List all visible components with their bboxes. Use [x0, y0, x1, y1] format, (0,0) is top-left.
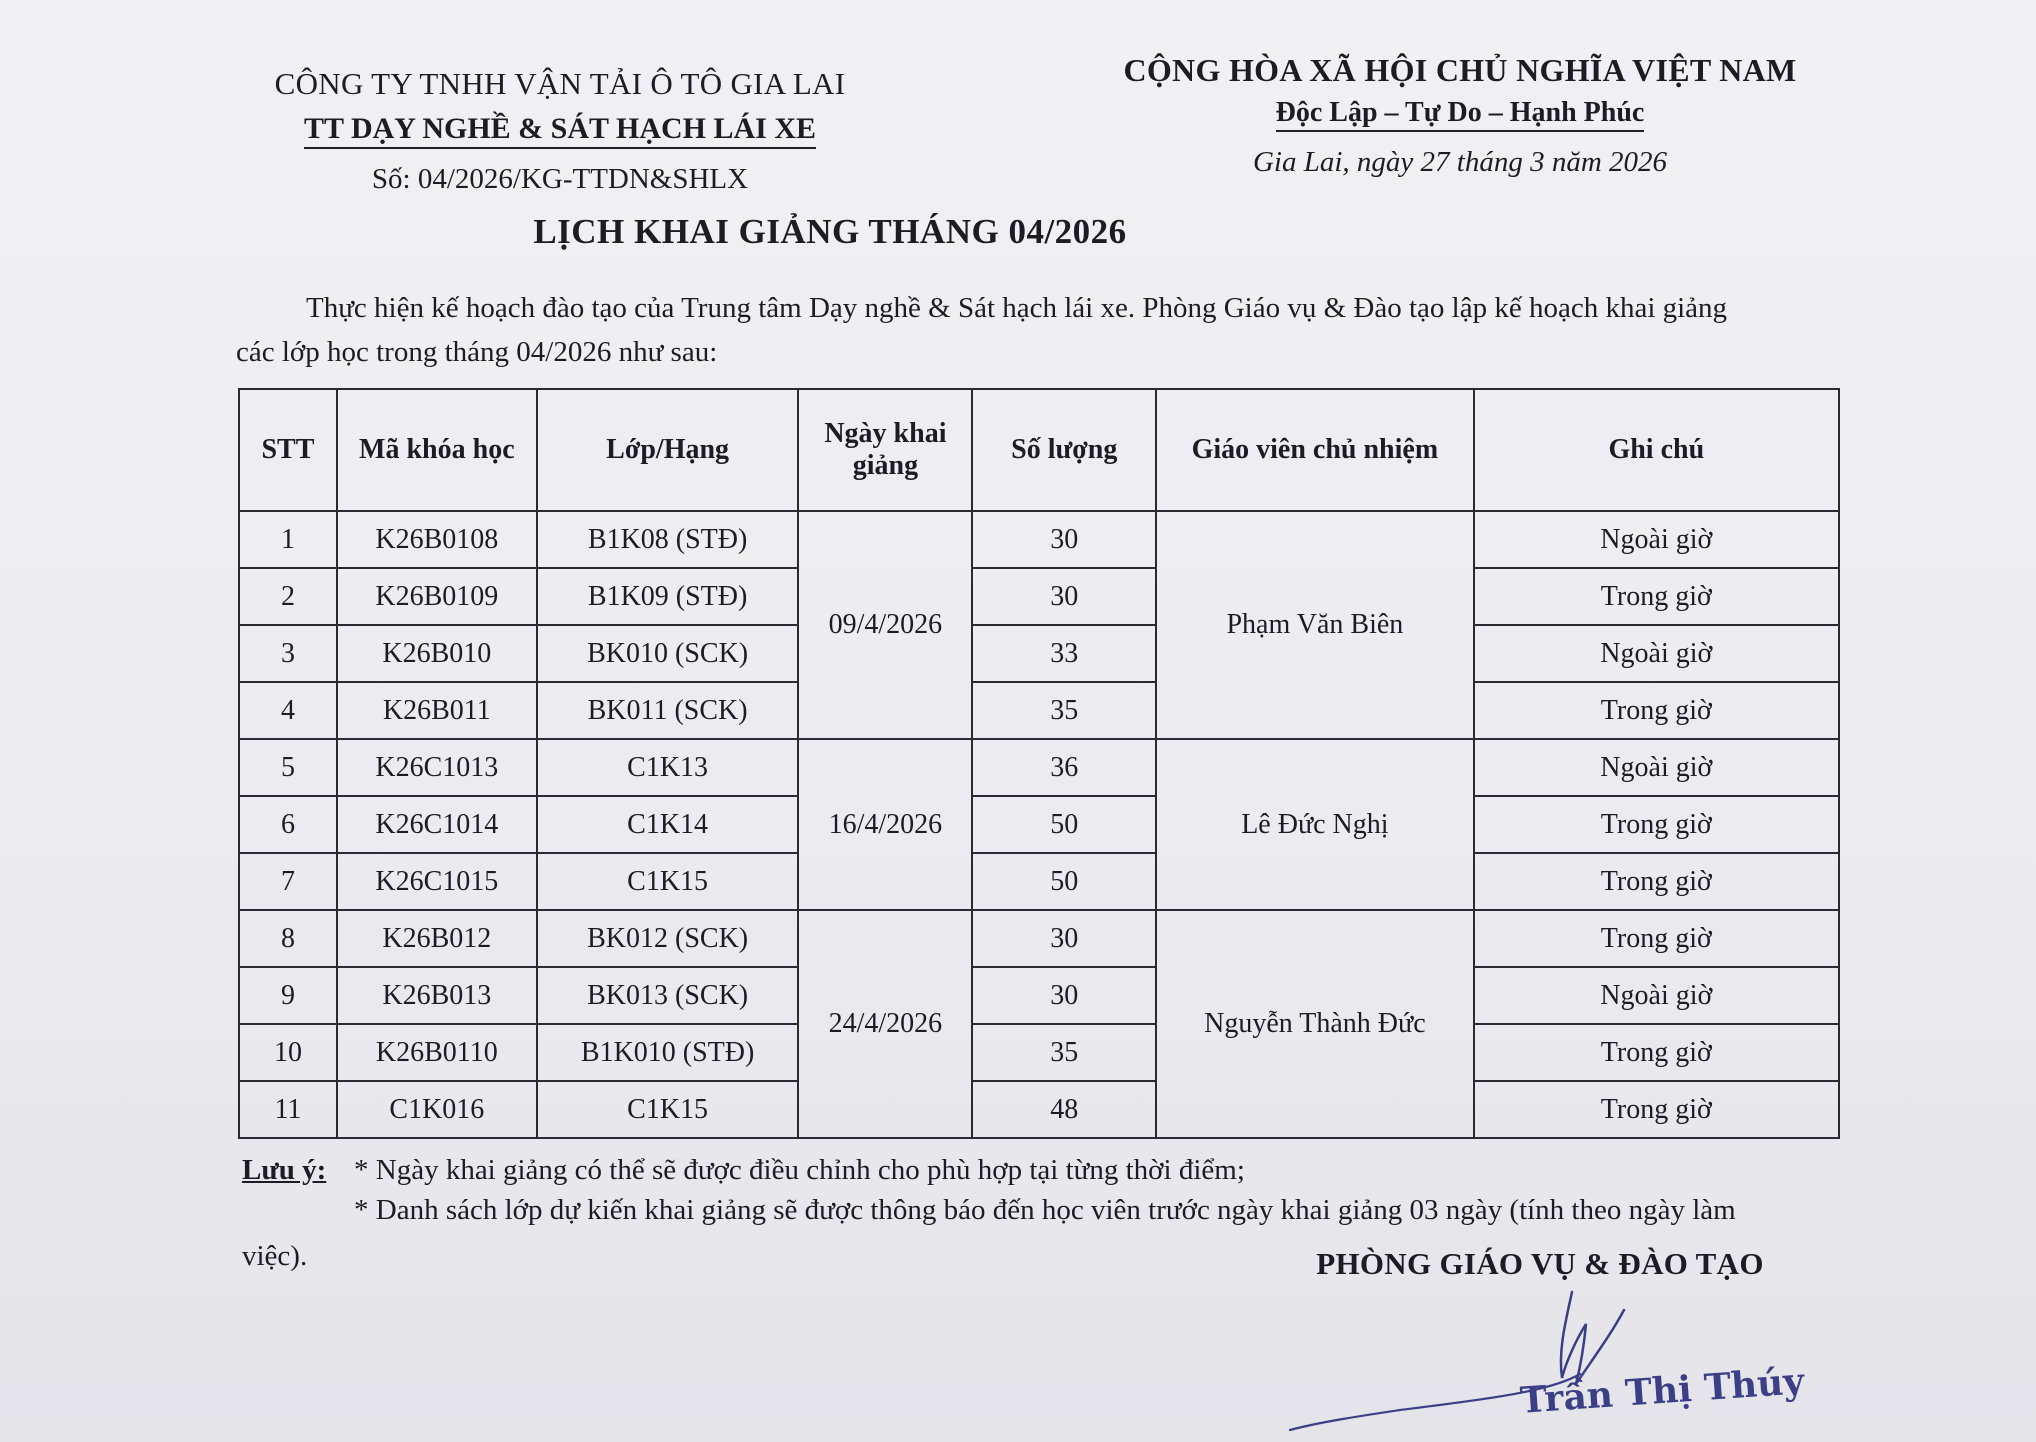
- header-note: Ghi chú: [1474, 389, 1839, 511]
- cell-course-code: K26B0110: [337, 1024, 537, 1081]
- cell-course-code: K26B0109: [337, 568, 537, 625]
- republic-name: CỘNG HÒA XÃ HỘI CHỦ NGHĨA VIỆT NAM: [1123, 52, 1797, 88]
- signature-block: [1240, 1246, 1840, 1282]
- cell-quantity: 33: [972, 625, 1156, 682]
- intro-paragraph: [236, 286, 1896, 374]
- cell-stt: 2: [239, 568, 337, 625]
- cell-quantity: 48: [972, 1081, 1156, 1138]
- header-quantity: Số lượng: [972, 389, 1156, 511]
- table-row: [239, 511, 1839, 568]
- header-stt: STT: [239, 389, 337, 511]
- cell-class: BK013 (SCK): [537, 967, 799, 1024]
- table-row: [239, 739, 1839, 796]
- cell-quantity: 36: [972, 739, 1156, 796]
- cell-stt: 6: [239, 796, 337, 853]
- cell-class: BK012 (SCK): [537, 910, 799, 967]
- note-label: Lưu ý:: [242, 1154, 327, 1186]
- document-number: Số: 04/2026/KG-TTDN&SHLX: [371, 163, 749, 195]
- cell-course-code: K26B010: [337, 625, 537, 682]
- table-row: [239, 910, 1839, 967]
- schedule-table: [238, 388, 1840, 1139]
- cell-stt: 7: [239, 853, 337, 910]
- cell-class: C1K13: [537, 739, 799, 796]
- national-motto: Độc Lập – Tự Do – Hạnh Phúc: [1276, 97, 1645, 132]
- cell-quantity: 50: [972, 796, 1156, 853]
- table-row: [239, 967, 1839, 1024]
- cell-note: Trong giờ: [1474, 1081, 1839, 1138]
- intro-line-2: các lớp học trong tháng 04/2026 như sau:: [236, 336, 718, 368]
- cell-class: C1K15: [537, 1081, 799, 1138]
- cell-class: BK011 (SCK): [537, 682, 799, 739]
- cell-quantity: 35: [972, 1024, 1156, 1081]
- cell-teacher: Lê Đức Nghị: [1156, 739, 1474, 910]
- cell-course-code: K26B011: [337, 682, 537, 739]
- header-right: [1110, 52, 1810, 179]
- cell-note: Ngoài giờ: [1474, 739, 1839, 796]
- cell-class: C1K14: [537, 796, 799, 853]
- table-row: [239, 1081, 1839, 1138]
- cell-quantity: 30: [972, 511, 1156, 568]
- cell-course-code: K26C1015: [337, 853, 537, 910]
- cell-course-code: K26B012: [337, 910, 537, 967]
- cell-note: Ngoài giờ: [1474, 967, 1839, 1024]
- header-start-date: Ngày khai giảng: [798, 389, 972, 511]
- note-line-1: [242, 1150, 1902, 1190]
- cell-quantity: 30: [972, 568, 1156, 625]
- signing-department: PHÒNG GIÁO VỤ & ĐÀO TẠO: [1316, 1246, 1764, 1281]
- signer-name: Trần Thị Thúy: [1518, 1360, 1806, 1422]
- cell-quantity: 30: [972, 967, 1156, 1024]
- cell-note: Trong giờ: [1474, 568, 1839, 625]
- cell-course-code: C1K016: [337, 1081, 537, 1138]
- cell-quantity: 50: [972, 853, 1156, 910]
- cell-stt: 4: [239, 682, 337, 739]
- center-name: TT DẠY NGHỀ & SÁT HẠCH LÁI XE: [304, 112, 816, 149]
- header-class: Lớp/Hạng: [537, 389, 799, 511]
- note-item-1: * Ngày khai giảng có thể sẽ được điều chỉnh cho phù hợp tại từng thời điểm;: [354, 1154, 1245, 1186]
- table-header-row: [239, 389, 1839, 511]
- cell-stt: 3: [239, 625, 337, 682]
- header-left: [230, 66, 890, 196]
- table-row: [239, 796, 1839, 853]
- table-row: [239, 625, 1839, 682]
- cell-class: B1K09 (STĐ): [537, 568, 799, 625]
- cell-quantity: 30: [972, 910, 1156, 967]
- cell-stt: 11: [239, 1081, 337, 1138]
- cell-class: C1K15: [537, 853, 799, 910]
- cell-class: B1K010 (STĐ): [537, 1024, 799, 1081]
- cell-class: BK010 (SCK): [537, 625, 799, 682]
- note-item-2: * Danh sách lớp dự kiến khai giảng sẽ được thông báo đến học viên trước ngày khai giảng 03 ngày (tính theo ngày làm: [354, 1194, 1736, 1226]
- cell-class: B1K08 (STĐ): [537, 511, 799, 568]
- header-course-code: Mã khóa học: [337, 389, 537, 511]
- cell-course-code: K26B0108: [337, 511, 537, 568]
- table-row: [239, 853, 1839, 910]
- table-row: [239, 1024, 1839, 1081]
- cell-start-date: 24/4/2026: [798, 910, 972, 1138]
- cell-note: Trong giờ: [1474, 1024, 1839, 1081]
- company-name: CÔNG TY TNHH VẬN TẢI Ô TÔ GIA LAI: [274, 66, 846, 101]
- cell-note: Trong giờ: [1474, 853, 1839, 910]
- table-row: [239, 682, 1839, 739]
- cell-course-code: K26C1013: [337, 739, 537, 796]
- cell-stt: 10: [239, 1024, 337, 1081]
- cell-course-code: K26C1014: [337, 796, 537, 853]
- cell-stt: 8: [239, 910, 337, 967]
- cell-stt: 1: [239, 511, 337, 568]
- cell-note: Trong giờ: [1474, 682, 1839, 739]
- note-item-2-continued: việc).: [242, 1240, 308, 1272]
- cell-start-date: 09/4/2026: [798, 511, 972, 739]
- cell-teacher: Nguyễn Thành Đức: [1156, 910, 1474, 1138]
- place-date: Gia Lai, ngày 27 tháng 3 năm 2026: [1252, 146, 1668, 178]
- cell-course-code: K26B013: [337, 967, 537, 1024]
- cell-note: Ngoài giờ: [1474, 625, 1839, 682]
- cell-stt: 9: [239, 967, 337, 1024]
- cell-quantity: 35: [972, 682, 1156, 739]
- header-teacher: Giáo viên chủ nhiệm: [1156, 389, 1474, 511]
- cell-stt: 5: [239, 739, 337, 796]
- intro-line-1: Thực hiện kế hoạch đào tạo của Trung tâm Dạy nghề & Sát hạch lái xe. Phòng Giáo vụ & Đào tạo lập kế hoạch khai giảng: [306, 292, 1728, 324]
- cell-note: Trong giờ: [1474, 796, 1839, 853]
- cell-note: Ngoài giờ: [1474, 511, 1839, 568]
- cell-start-date: 16/4/2026: [798, 739, 972, 910]
- table-row: [239, 568, 1839, 625]
- cell-teacher: Phạm Văn Biên: [1156, 511, 1474, 739]
- document-title: LỊCH KHAI GIẢNG THÁNG 04/2026: [533, 212, 1127, 251]
- cell-note: Trong giờ: [1474, 910, 1839, 967]
